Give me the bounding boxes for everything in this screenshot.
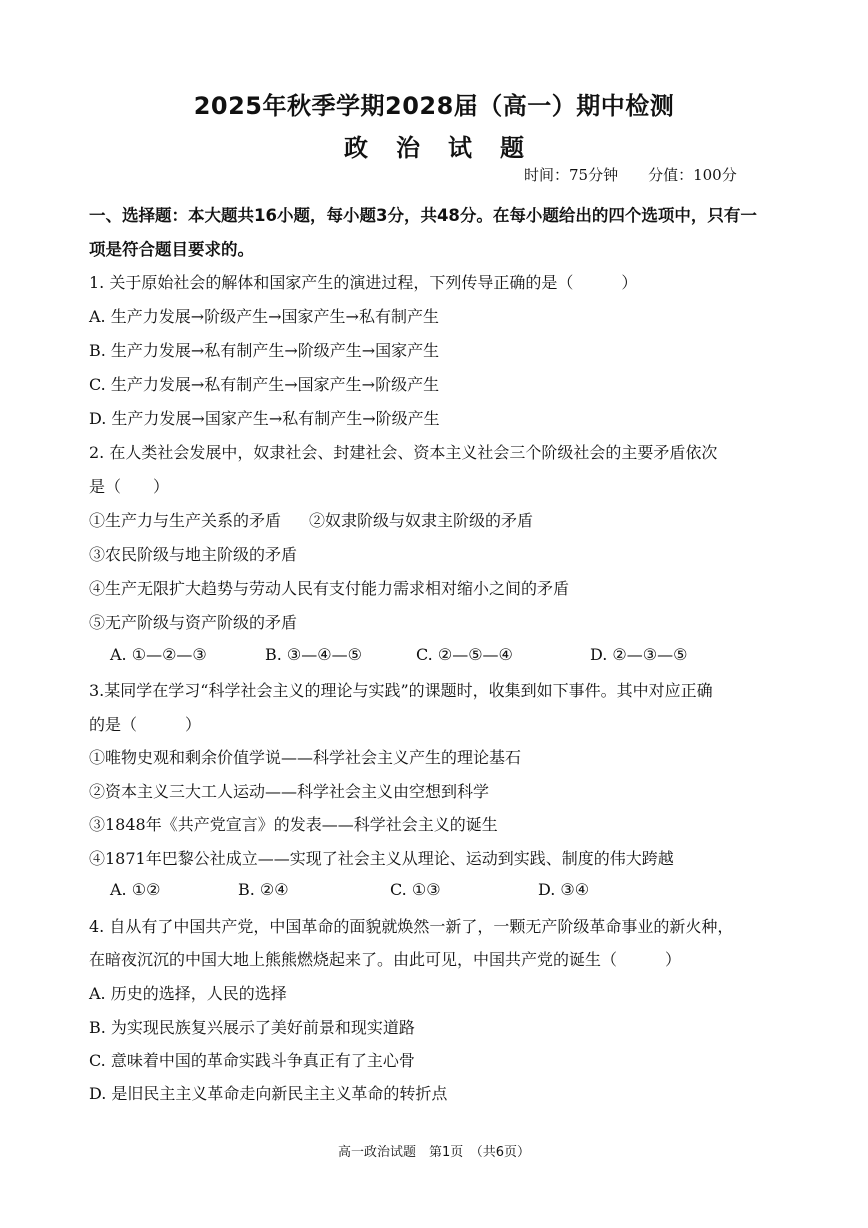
q3-option-d: D. ③④ [538, 880, 590, 899]
section-heading-line2: 项是符合题目要求的。 [89, 240, 254, 259]
q4-stem-line2: 在暗夜沉沉的中国大地上熊熊燃烧起来了。由此可见，中国共产党的诞生（ ） [89, 950, 682, 969]
q1-stem: 1. 关于原始社会的解体和国家产生的演进过程，下列传导正确的是（ ） [89, 273, 638, 292]
exam-meta [524, 164, 767, 185]
q3-option-c: C. ①③ [390, 880, 441, 899]
q2-stem-line2: 是（ ） [89, 477, 170, 496]
q2-option-a: A. ①—②—③ [110, 645, 207, 664]
q4-option-b: B. 为实现民族复兴展示了美好前景和现实道路 [89, 1018, 415, 1037]
q1-option-d: D. 生产力发展→国家产生→私有制产生→阶级产生 [89, 409, 440, 428]
q1-option-b: B. 生产力发展→私有制产生→阶级产生→国家产生 [89, 341, 440, 360]
q3-stem-line1: 3.某同学在学习“科学社会主义的理论与实践”的课题时，收集到如下事件。其中对应正确 [89, 681, 713, 700]
page-footer: 高一政治试题 第1页 （共6页） [337, 1145, 531, 1160]
q4-option-c: C. 意味着中国的革命实践斗争真正有了主心骨 [89, 1051, 415, 1070]
q2-option-c: C. ②—⑤—④ [416, 645, 513, 664]
q2-statement-row1 [89, 508, 533, 531]
q2-option-d: D. ②—③—⑤ [590, 645, 688, 664]
q3-statement-4: ④1871年巴黎公社成立——实现了社会主义从理论、运动到实践、制度的伟大跨越 [89, 849, 674, 868]
section-heading-line1: 一、选择题：本大题共16小题，每小题3分，共48分。在每小题给出的四个选项中，只有一 [89, 206, 757, 225]
q3-statement-1: ①唯物史观和剩余价值学说——科学社会主义产生的理论基石 [89, 748, 522, 767]
q2-stem-line1: 2. 在人类社会发展中，奴隶社会、封建社会、资本主义社会三个阶级社会的主要矛盾依次 [89, 443, 718, 462]
q2-statement-4: ④生产无限扩大趋势与劳动人民有支付能力需求相对缩小之间的矛盾 [89, 579, 570, 598]
exam-time: 时间：75分钟 [524, 166, 619, 184]
q2-statement-2: ②奴隶阶级与奴隶主阶级的矛盾 [309, 511, 534, 530]
q1-option-a: A. 生产力发展→阶级产生→国家产生→私有制产生 [89, 307, 439, 326]
q4-option-a: A. 历史的选择，人民的选择 [89, 984, 287, 1003]
q3-option-a: A. ①② [110, 880, 161, 899]
q4-stem-line1: 4. 自从有了中国共产党，中国革命的面貌就焕然一新了，一颗无产阶级革命事业的新火种， [89, 917, 734, 936]
q3-statement-2: ②资本主义三大工人运动——科学社会主义由空想到科学 [89, 782, 490, 801]
q3-stem-line2: 的是（ ） [89, 715, 202, 734]
q3-option-b: B. ②④ [238, 880, 289, 899]
q4-option-d: D. 是旧民主主义革命走向新民主主义革命的转折点 [89, 1084, 448, 1103]
q2-option-b: B. ③—④—⑤ [265, 645, 362, 664]
q2-statement-3: ③农民阶级与地主阶级的矛盾 [89, 545, 298, 564]
exam-score: 分值：100分 [648, 166, 737, 184]
q1-option-c: C. 生产力发展→私有制产生→国家产生→阶级产生 [89, 375, 440, 394]
q3-statement-3: ③1848年《共产党宣言》的发表——科学社会主义的诞生 [89, 815, 498, 834]
q2-statement-1: ①生产力与生产关系的矛盾 [89, 511, 282, 530]
q2-statement-5: ⑤无产阶级与资产阶级的矛盾 [89, 613, 298, 632]
subject-title: 政治试题 [344, 134, 552, 162]
exam-title: 2025年秋季学期2028届（高一）期中检测 [193, 92, 675, 120]
